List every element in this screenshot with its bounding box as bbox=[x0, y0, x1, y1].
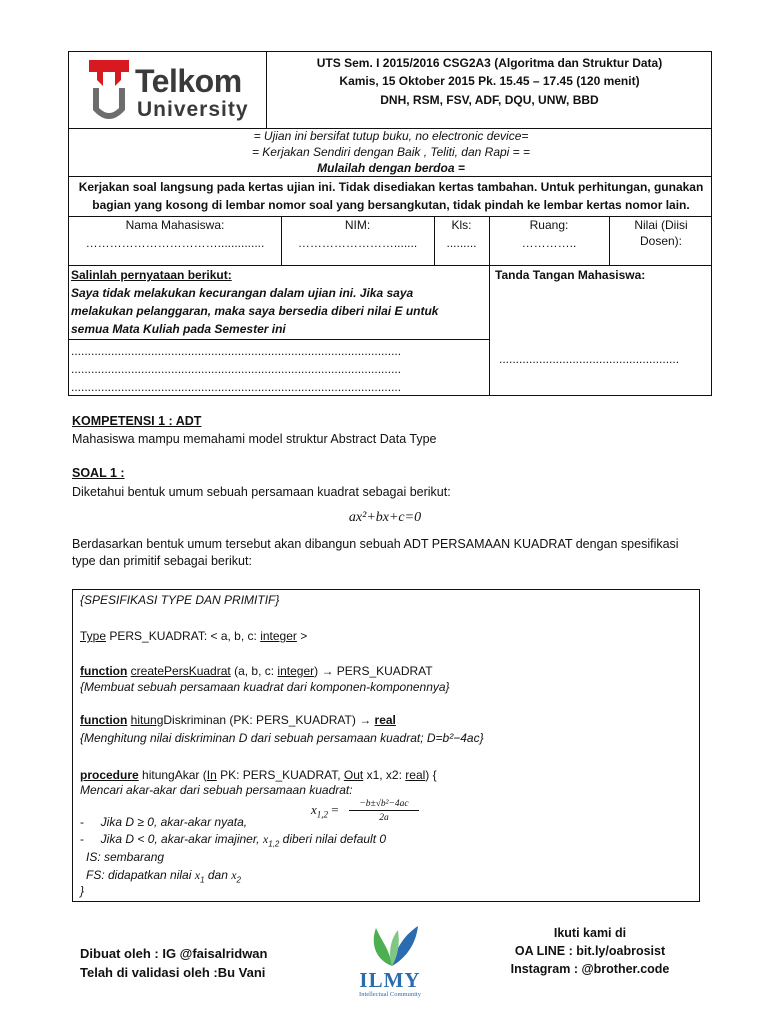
procedure-param: PK: PERS_KUADRAT, bbox=[216, 768, 344, 782]
formula-lhs: x bbox=[311, 802, 317, 817]
ilmy-logo bbox=[340, 920, 440, 1000]
spec-type-line bbox=[80, 629, 307, 644]
statement-line-2: melakukan pelanggaran, maka saya bersedia diberi nilai E untuk bbox=[71, 304, 439, 318]
soal-desc: Diketahui bentuk umum sebuah persamaan kuadrat sebagai berikut: bbox=[72, 485, 451, 499]
exam-time: Kamis, 15 Oktober 2015 Pk. 15.45 – 17.45 (120 menit) bbox=[339, 74, 640, 88]
procedure-end: ) { bbox=[425, 768, 437, 782]
spec-heading: {SPESIFIKASI TYPE DAN PRIMITIF} bbox=[80, 593, 280, 607]
ilmy-leaf-icon bbox=[362, 920, 422, 968]
label-nim: NIM: bbox=[344, 218, 371, 232]
type-decl-end: > bbox=[296, 629, 308, 643]
final-state-text: FS: didapatkan nilai bbox=[86, 868, 195, 882]
function-return: ) → PERS_KUADRAT bbox=[314, 664, 433, 678]
rule-pray: Mulailah dengan berdoa = bbox=[317, 161, 465, 175]
validated-by: Telah di validasi oleh :Bu Vani bbox=[80, 965, 266, 980]
bullet-x: x bbox=[262, 832, 269, 846]
copy-line-2[interactable]: ................................................................................................... bbox=[71, 362, 402, 376]
paragraph-line-1: Berdasarkan bentuk umum tersebut akan dibangun sebuah ADT PERSAMAAN KUADRAT dengan spesifikasi bbox=[72, 537, 679, 551]
label-kls: Kls: bbox=[451, 218, 472, 232]
formula-numerator: −b±√b²−4ac bbox=[349, 798, 419, 811]
made-by: Dibuat oleh : IG @faisalridwan bbox=[80, 946, 268, 961]
telkom-logo bbox=[87, 58, 257, 128]
label-nilai-dosen: Dosen): bbox=[639, 234, 683, 248]
keyword-type: Type bbox=[80, 629, 107, 643]
instagram-handle[interactable]: Instagram : @brother.code bbox=[510, 962, 670, 976]
keyword-real: real bbox=[374, 713, 396, 727]
logo-word-telkom: Telkom bbox=[135, 63, 242, 99]
bullet-x-sub: 1,2 bbox=[268, 839, 280, 849]
kompetensi-title: KOMPETENSI 1 : ADT bbox=[72, 414, 202, 428]
follow-us: Ikuti kami di bbox=[553, 926, 627, 940]
keyword-procedure: procedure bbox=[80, 768, 139, 782]
signature-label: Tanda Tangan Mahasiswa: bbox=[495, 268, 646, 282]
fs-x2-sub: 2 bbox=[236, 875, 241, 885]
field-kls[interactable]: ......... bbox=[446, 236, 477, 250]
label-nilai: Nilai (Diisi bbox=[634, 218, 688, 232]
procedure-name: hitungAkar ( bbox=[142, 768, 207, 782]
fs-x1: x bbox=[194, 868, 201, 882]
soal-title: SOAL 1 : bbox=[72, 466, 125, 480]
fs-and: dan bbox=[204, 868, 232, 882]
divider bbox=[69, 339, 489, 340]
statement-line-3: semua Mata Kuliah pada Semester ini bbox=[71, 322, 286, 336]
field-nama[interactable]: …………………………….............. bbox=[85, 236, 265, 250]
field-ruang[interactable]: ………….. bbox=[521, 236, 577, 250]
spec-function-create-desc: {Membuat sebuah persamaan kuadrat dari komponen-komponennya} bbox=[80, 680, 450, 694]
label-nama: Nama Mahasiswa: bbox=[125, 218, 225, 232]
telkom-emblem-icon bbox=[89, 60, 129, 126]
bullet-imaginary-text: Jika D < 0, akar-akar imajiner, bbox=[100, 832, 263, 846]
function-name-create: createPersKuadrat bbox=[130, 664, 231, 678]
spec-function-diskriminan bbox=[80, 713, 396, 728]
oa-line[interactable]: OA LINE : bit.ly/oabrosist bbox=[514, 944, 666, 958]
divider bbox=[69, 265, 711, 266]
copy-line-3[interactable]: ................................................................................................... bbox=[71, 380, 402, 394]
exam-header-table bbox=[68, 51, 712, 396]
spec-function-diskriminan-desc: {Menghitung nilai diskriminan D dari sebuah persamaan kuadrat; D=b²−4ac} bbox=[80, 731, 484, 745]
function-args: (a, b, c: bbox=[230, 664, 278, 678]
keyword-out: Out bbox=[343, 768, 364, 782]
bullet-imaginary-default: diberi nilai default 0 bbox=[279, 832, 387, 846]
function-signature: Diskriminan (PK: PERS_KUADRAT) → bbox=[163, 713, 375, 727]
divider bbox=[69, 216, 711, 217]
keyword-function: function bbox=[80, 713, 128, 727]
field-nim[interactable]: ……………………....... bbox=[297, 236, 418, 250]
copy-line-1[interactable]: ................................................................................................... bbox=[71, 344, 402, 358]
type-decl: PERS_KUADRAT: < a, b, c: bbox=[106, 629, 261, 643]
signature-field[interactable]: ...................................................... bbox=[499, 352, 680, 366]
spec-function-create bbox=[80, 664, 433, 679]
keyword-real: real bbox=[405, 768, 426, 782]
initial-state: IS: sembarang bbox=[86, 850, 165, 864]
keyword-function: function bbox=[80, 664, 128, 678]
exam-title: UTS Sem. I 2015/2016 CSG2A3 (Algoritma dan Struktur Data) bbox=[316, 56, 663, 70]
kompetensi-desc: Mahasiswa mampu memahami model struktur Abstract Data Type bbox=[72, 432, 437, 446]
spec-procedure-akar bbox=[80, 768, 437, 783]
rule-work-alone: = Kerjakan Sendiri dengan Baik , Teliti, dan Rapi = = bbox=[251, 145, 531, 159]
final-state bbox=[86, 868, 241, 887]
keyword-integer: integer bbox=[277, 664, 315, 678]
keyword-integer: integer bbox=[260, 629, 297, 643]
formula-subscript: 1,2 bbox=[316, 809, 329, 820]
ilmy-name: ILMY bbox=[359, 968, 421, 992]
bullet-real-roots-text: Jika D ≥ 0, akar-akar nyata, bbox=[100, 815, 248, 829]
logo-word-university: University bbox=[137, 98, 249, 121]
fs-x1-sub: 1 bbox=[200, 875, 205, 885]
procedure-param-out: x1, x2: bbox=[363, 768, 406, 782]
instruction-line-2: bagian yang kosong di lembar nomor soal yang bersangkutan, tidak pindah ke lembar kertas nomor lain. bbox=[92, 198, 690, 212]
quadratic-formula bbox=[311, 802, 339, 820]
bullet-imaginary-roots: - Jika D < 0, akar-akar imajiner, $x_{1,2}$ diberi nilai default 0 bbox=[80, 832, 387, 849]
quadratic-equation: ax²+bx+c=0 bbox=[348, 510, 422, 525]
formula-denominator: 2a bbox=[379, 813, 389, 823]
ilmy-tagline: Intellectual Community bbox=[359, 991, 421, 998]
spec-close-brace: } bbox=[80, 884, 85, 898]
bullet-real-roots: - Jika D ≥ 0, akar-akar nyata, bbox=[80, 815, 248, 829]
statement-line-1: Saya tidak melakukan kecurangan dalam ujian ini. Jika saya bbox=[71, 286, 414, 300]
exam-lecturers: DNH, RSM, FSV, ADF, DQU, UNW, BBD bbox=[380, 93, 599, 107]
divider bbox=[69, 176, 711, 177]
rule-closed-book: = Ujian ini bersifat tutup buku, no electronic device= bbox=[253, 129, 529, 143]
instruction-line-1: Kerjakan soal langsung pada kertas ujian ini. Tidak disediakan kertas tambahan. Untuk perhitungan, gunakan bbox=[78, 180, 704, 194]
keyword-in: In bbox=[206, 768, 217, 782]
label-ruang: Ruang: bbox=[529, 218, 569, 232]
statement-title: Salinlah pernyataan berikut: bbox=[71, 268, 232, 282]
fs-x2: x bbox=[231, 868, 237, 882]
formula-equals: = bbox=[331, 802, 339, 817]
adt-specification-box bbox=[72, 589, 700, 902]
paragraph-line-2: type dan primitif sebagai berikut: bbox=[72, 554, 252, 568]
function-name-hitung: hitung bbox=[130, 713, 164, 727]
spec-procedure-desc: Mencari akar-akar dari sebuah persamaan kuadrat: bbox=[80, 783, 353, 797]
